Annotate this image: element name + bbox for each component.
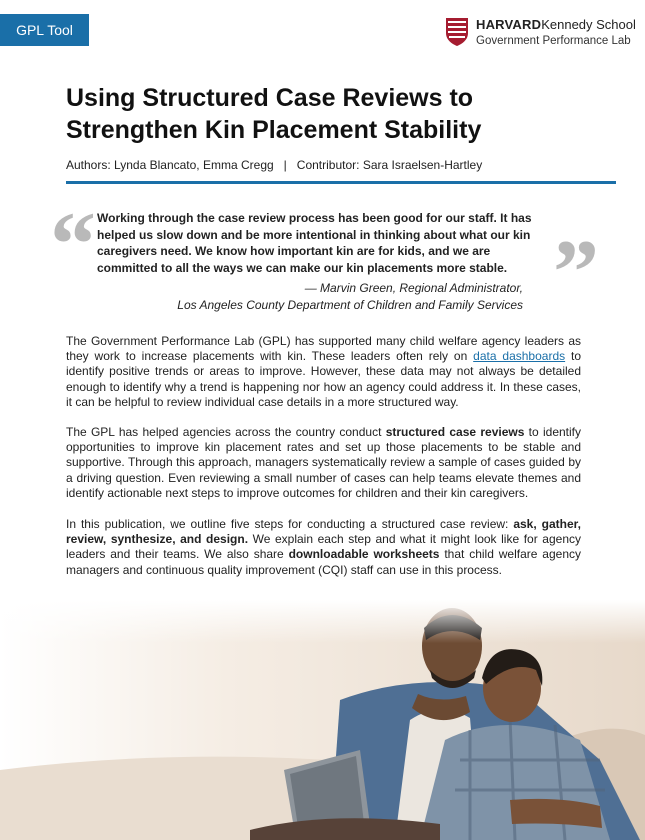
pull-quote: Working through the case review process has been good for our staff. It has helped us slow down and be more intentional in thinking about what our kin caregivers need. We know how important kin are for kids, and we are committed to all the ways we can make our kin placements more stable. — [97, 211, 532, 275]
body-paragraph-1: The Government Performance Lab (GPL) has supported many child welfare agency leaders as they work to increase placements with kin. These leaders often rely on data dashboards to identify positive trends or areas to improve. However, these data may not always be detailed enough to identify why a trend is happening nor how an agency could address it. In these cases, it can be helpful to review individual case details in a more structured way. — [66, 334, 582, 409]
title-divider — [66, 181, 616, 184]
body-paragraph-2: The GPL has helped agencies across the country conduct structured case reviews to identify opportunities to improve kin placement rates and set up those placements to be stable and supportive. Through this approach, managers systematically review a sample of cases guided by a driving question. Even reviewing a small number of cases can help teams elevate themes and identify actionable next steps to improve outcomes for children and their kin caregivers. — [66, 425, 582, 500]
body-paragraph-3: In this publication, we outline five steps for conducting a structured case review: ask, gather, review, synthesize, and design. We explain each step and what it might look like for agency leaders and their teams. We also share downloadable worksheets that child welfare agency managers and continuous quality improvement (CQI) staff can use in this process. — [66, 517, 581, 577]
structured-case-reviews-term: structured case reviews — [385, 425, 525, 439]
contributor: Contributor: Sara Israelsen-Hartley — [296, 158, 483, 172]
five-steps-term: ask, gather, review, synthesize, and design. — [66, 517, 581, 547]
brand-name: HARVARDKennedy School — [476, 17, 636, 32]
byline-separator: | — [283, 158, 287, 172]
page-title: Using Structured Case Reviews to Strengthen Kin Placement Stability — [66, 84, 482, 144]
byline — [66, 158, 482, 172]
data-dashboards-link[interactable]: data dashboards — [473, 349, 566, 364]
open-quote-icon: “ — [50, 193, 96, 295]
downloadable-worksheets-term: downloadable worksheets — [288, 547, 440, 562]
close-quote-icon: ” — [553, 221, 599, 323]
attribution-org: Los Angeles County Department of Children and Family Services — [177, 297, 523, 312]
hks-logo — [445, 16, 636, 50]
attribution-name: — Marvin Green, Regional Administrator, — [304, 281, 523, 295]
quote-attribution — [177, 280, 523, 313]
father-son-laptop-photo — [0, 600, 645, 840]
harvard-shield-icon — [445, 17, 469, 47]
authors: Authors: Lynda Blancato, Emma Cregg — [66, 158, 274, 172]
gpl-tool-tag: GPL Tool — [0, 14, 89, 46]
brand-subtitle: Government Performance Lab — [476, 35, 631, 47]
